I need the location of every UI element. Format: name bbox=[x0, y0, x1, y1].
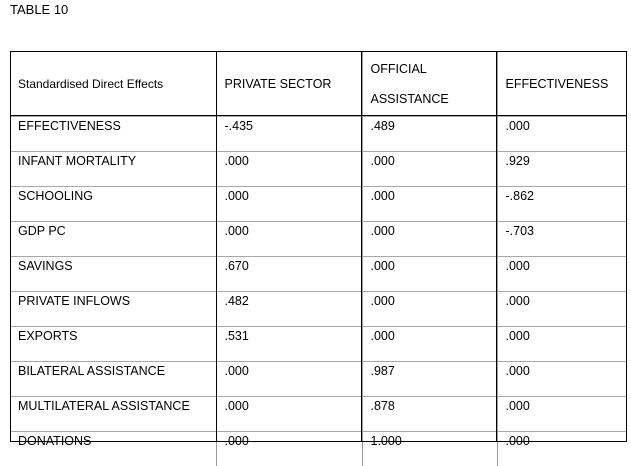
official-assistance-cell: .000 bbox=[362, 152, 497, 187]
effectiveness-cell: .000 bbox=[497, 327, 627, 362]
private-sector-cell: .000 bbox=[216, 397, 362, 432]
effectiveness-cell: .929 bbox=[497, 152, 627, 187]
private-sector-cell: .531 bbox=[216, 327, 362, 362]
private-sector-cell: .000 bbox=[216, 187, 362, 222]
table-row bbox=[10, 327, 627, 362]
official-assistance-cell: .987 bbox=[362, 362, 497, 397]
private-sector-cell: .000 bbox=[216, 222, 362, 257]
official-assistance-cell: .000 bbox=[362, 257, 497, 292]
row-label-cell: SAVINGS bbox=[10, 257, 216, 292]
row-label-cell: PRIVATE INFLOWS bbox=[10, 292, 216, 327]
row-label-cell: MULTILATERAL ASSISTANCE bbox=[10, 397, 216, 432]
official-assistance-cell: 1.000 bbox=[362, 432, 497, 466]
header-effectiveness: EFFECTIVENESS bbox=[497, 52, 627, 117]
private-sector-cell: .000 bbox=[216, 152, 362, 187]
row-label-cell: EFFECTIVENESS bbox=[10, 117, 216, 152]
header-official-line1: OFFICIAL bbox=[371, 62, 427, 76]
effectiveness-cell: .000 bbox=[497, 292, 627, 327]
header-private-sector: PRIVATE SECTOR bbox=[216, 52, 362, 117]
table-header-row bbox=[10, 52, 627, 117]
table-row bbox=[10, 397, 627, 432]
effectiveness-cell: .000 bbox=[497, 432, 627, 466]
row-label-cell: SCHOOLING bbox=[10, 187, 216, 222]
official-assistance-cell: .878 bbox=[362, 397, 497, 432]
official-assistance-cell: .000 bbox=[362, 187, 497, 222]
effectiveness-cell: .000 bbox=[497, 362, 627, 397]
header-standardised-direct-effects: Standardised Direct Effects bbox=[10, 52, 216, 117]
effectiveness-cell: .000 bbox=[497, 257, 627, 292]
effectiveness-cell: -.862 bbox=[497, 187, 627, 222]
table-row bbox=[10, 292, 627, 327]
table-row bbox=[10, 222, 627, 257]
table-row bbox=[10, 362, 627, 397]
table-row bbox=[10, 187, 627, 222]
official-assistance-cell: .000 bbox=[362, 327, 497, 362]
effectiveness-cell: .000 bbox=[497, 117, 627, 152]
header-official-assistance bbox=[362, 52, 497, 117]
header-official-line2: ASSISTANCE bbox=[371, 92, 449, 106]
private-sector-cell: -.435 bbox=[216, 117, 362, 152]
table-row bbox=[10, 432, 627, 466]
row-label-cell: GDP PC bbox=[10, 222, 216, 257]
row-label-cell: EXPORTS bbox=[10, 327, 216, 362]
official-assistance-cell: .000 bbox=[362, 222, 497, 257]
table-caption: TABLE 10 bbox=[10, 2, 68, 18]
row-label-cell: DONATIONS bbox=[10, 432, 216, 466]
table-row bbox=[10, 152, 627, 187]
private-sector-cell: .670 bbox=[216, 257, 362, 292]
private-sector-cell: .000 bbox=[216, 362, 362, 397]
row-label-cell: BILATERAL ASSISTANCE bbox=[10, 362, 216, 397]
effectiveness-cell: -.703 bbox=[497, 222, 627, 257]
row-label-cell: INFANT MORTALITY bbox=[10, 152, 216, 187]
table-row bbox=[10, 117, 627, 152]
effectiveness-cell: .000 bbox=[497, 397, 627, 432]
official-assistance-cell: .000 bbox=[362, 292, 497, 327]
official-assistance-cell: .489 bbox=[362, 117, 497, 152]
private-sector-cell: .482 bbox=[216, 292, 362, 327]
standardised-direct-effects-table bbox=[10, 51, 627, 466]
private-sector-cell: .000 bbox=[216, 432, 362, 466]
table-row bbox=[10, 257, 627, 292]
